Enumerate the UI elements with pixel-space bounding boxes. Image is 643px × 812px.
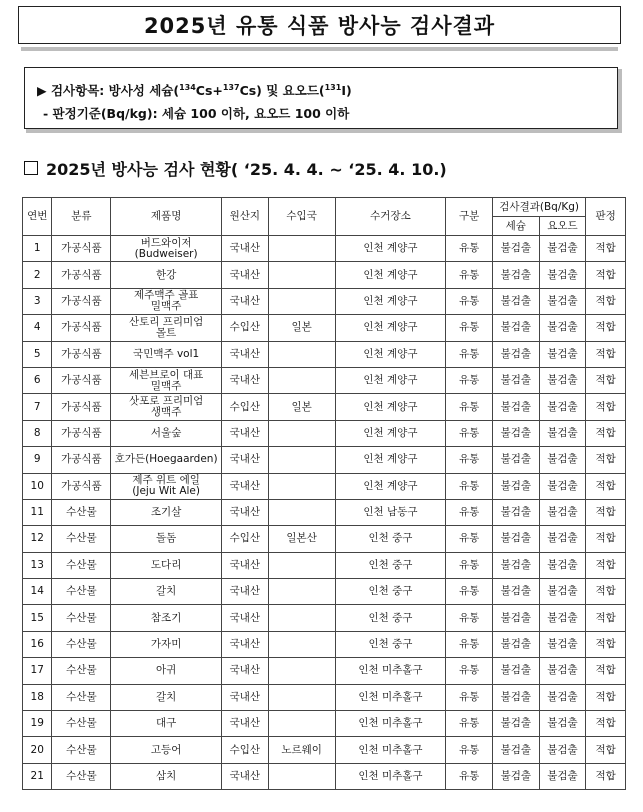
cell-verdict: 적합	[586, 341, 626, 367]
cell-product: 호가든(Hoegaarden)	[111, 447, 222, 473]
cell-cesium: 불검출	[492, 394, 539, 420]
cell-origin: 수입산	[221, 315, 268, 341]
cell-location: 인천 남동구	[335, 499, 446, 525]
cell-category: 수산물	[52, 605, 111, 631]
cell-no: 20	[23, 737, 52, 763]
cell-cesium: 불검출	[492, 658, 539, 684]
cell-cesium: 불검출	[492, 262, 539, 288]
cell-origin: 국내산	[221, 499, 268, 525]
cell-category: 가공식품	[52, 420, 111, 446]
table-row	[23, 579, 626, 605]
cell-verdict: 적합	[586, 526, 626, 552]
cell-verdict: 적합	[586, 579, 626, 605]
table-row	[23, 631, 626, 657]
cell-iodine: 불검출	[539, 552, 586, 578]
cell-product: 한강	[111, 262, 222, 288]
header-type: 구분	[446, 198, 493, 236]
cell-iodine: 불검출	[539, 473, 586, 499]
header-result-group: 검사결과(Bq/Kg)	[492, 198, 585, 217]
cell-verdict: 적합	[586, 658, 626, 684]
results-table	[22, 197, 626, 790]
cell-category: 수산물	[52, 711, 111, 737]
cell-product: 버드와이저 (Budweiser)	[111, 236, 222, 262]
cell-iodine: 불검출	[539, 447, 586, 473]
cell-no: 19	[23, 711, 52, 737]
cell-type: 유통	[446, 605, 493, 631]
cell-type: 유통	[446, 315, 493, 341]
cell-type: 유통	[446, 658, 493, 684]
cell-no: 13	[23, 552, 52, 578]
cell-origin: 수입산	[221, 394, 268, 420]
cell-product: 산토리 프리미엄 몰트	[111, 315, 222, 341]
cell-origin: 국내산	[221, 631, 268, 657]
cell-no: 21	[23, 763, 52, 789]
cell-origin: 국내산	[221, 447, 268, 473]
table-row	[23, 288, 626, 314]
criteria-line: - 판정기준(Bq/kg): 세슘 100 이하, 요오드 100 이하	[43, 106, 350, 122]
cell-origin: 국내산	[221, 684, 268, 710]
cell-type: 유통	[446, 447, 493, 473]
header-no: 연번	[23, 198, 52, 236]
cs134-symbol: Cs+	[195, 83, 223, 99]
table-row	[23, 711, 626, 737]
cell-cesium: 불검출	[492, 315, 539, 341]
cell-verdict: 적합	[586, 737, 626, 763]
cell-location: 인천 미추홀구	[335, 763, 446, 789]
section-title: 2025년 방사능 검사 현황( ‘25. 4. 4. ~ ‘25. 4. 10.)	[46, 159, 447, 179]
cell-import-country: 일본	[268, 315, 335, 341]
table-row	[23, 763, 626, 789]
cell-origin: 국내산	[221, 420, 268, 446]
cell-verdict: 적합	[586, 447, 626, 473]
cell-verdict: 적합	[586, 262, 626, 288]
cell-cesium: 불검출	[492, 288, 539, 314]
cell-iodine: 불검출	[539, 658, 586, 684]
cell-category: 가공식품	[52, 394, 111, 420]
table-body	[23, 236, 626, 790]
cell-origin: 국내산	[221, 367, 268, 393]
header-verdict: 판정	[586, 198, 626, 236]
cell-category: 가공식품	[52, 288, 111, 314]
cell-iodine: 불검출	[539, 341, 586, 367]
cell-location: 인천 계양구	[335, 420, 446, 446]
cell-type: 유통	[446, 737, 493, 763]
cell-origin: 수입산	[221, 526, 268, 552]
cell-import-country: 일본산	[268, 526, 335, 552]
cell-import-country	[268, 473, 335, 499]
cell-no: 15	[23, 605, 52, 631]
cell-verdict: 적합	[586, 631, 626, 657]
cell-location: 인천 중구	[335, 579, 446, 605]
cell-type: 유통	[446, 236, 493, 262]
cell-cesium: 불검출	[492, 341, 539, 367]
cell-cesium: 불검출	[492, 763, 539, 789]
cell-origin: 수입산	[221, 737, 268, 763]
test-info-box	[24, 67, 618, 129]
cell-origin: 국내산	[221, 236, 268, 262]
table-row	[23, 236, 626, 262]
table-row	[23, 684, 626, 710]
cs137-mass-number: 137	[222, 83, 240, 92]
cell-product: 대구	[111, 711, 222, 737]
header-origin: 원산지	[221, 198, 268, 236]
table-row	[23, 367, 626, 393]
cell-location: 인천 계양구	[335, 473, 446, 499]
cell-type: 유통	[446, 526, 493, 552]
cell-product: 제주맥주 골표 밀맥주	[111, 288, 222, 314]
cell-product: 삿포로 프리미엄 생맥주	[111, 394, 222, 420]
cell-iodine: 불검출	[539, 526, 586, 552]
cell-import-country	[268, 684, 335, 710]
cell-cesium: 불검출	[492, 552, 539, 578]
cell-verdict: 적합	[586, 684, 626, 710]
table-row	[23, 526, 626, 552]
table-row	[23, 552, 626, 578]
cell-type: 유통	[446, 711, 493, 737]
cell-location: 인천 계양구	[335, 341, 446, 367]
i131-mass-number: 131	[324, 83, 342, 92]
cell-location: 인천 중구	[335, 631, 446, 657]
table-row	[23, 315, 626, 341]
test-items-label: ▶ 검사항목: 방사성 세슘(	[37, 83, 180, 99]
cell-verdict: 적합	[586, 367, 626, 393]
cell-import-country	[268, 367, 335, 393]
cell-origin: 국내산	[221, 552, 268, 578]
cell-verdict: 적합	[586, 420, 626, 446]
cell-category: 수산물	[52, 658, 111, 684]
cell-type: 유통	[446, 473, 493, 499]
cell-verdict: 적합	[586, 552, 626, 578]
cell-iodine: 불검출	[539, 420, 586, 446]
table-row	[23, 737, 626, 763]
cell-verdict: 적합	[586, 236, 626, 262]
header-import-country: 수입국	[268, 198, 335, 236]
cell-location: 인천 계양구	[335, 288, 446, 314]
cell-category: 가공식품	[52, 341, 111, 367]
cell-cesium: 불검출	[492, 579, 539, 605]
cell-cesium: 불검출	[492, 367, 539, 393]
cell-verdict: 적합	[586, 605, 626, 631]
cell-category: 가공식품	[52, 473, 111, 499]
cell-type: 유통	[446, 552, 493, 578]
cell-category: 수산물	[52, 684, 111, 710]
cell-no: 12	[23, 526, 52, 552]
cell-cesium: 불검출	[492, 499, 539, 525]
table-row	[23, 420, 626, 446]
cell-product: 서울숲	[111, 420, 222, 446]
cell-import-country	[268, 447, 335, 473]
cell-iodine: 불검출	[539, 394, 586, 420]
cell-category: 수산물	[52, 579, 111, 605]
document-title: 2025년 유통 식품 방사능 검사결과	[143, 14, 496, 38]
cell-import-country	[268, 605, 335, 631]
cell-no: 8	[23, 420, 52, 446]
header-row	[23, 198, 626, 217]
cell-product: 제주 위트 에일 (Jeju Wit Ale)	[111, 473, 222, 499]
cell-no: 14	[23, 579, 52, 605]
test-items-line	[37, 76, 607, 102]
cell-category: 수산물	[52, 631, 111, 657]
cell-type: 유통	[446, 288, 493, 314]
cell-location: 인천 미추홀구	[335, 737, 446, 763]
cell-product: 조기살	[111, 499, 222, 525]
cell-category: 수산물	[52, 737, 111, 763]
cell-category: 가공식품	[52, 262, 111, 288]
cell-cesium: 불검출	[492, 473, 539, 499]
cell-cesium: 불검출	[492, 737, 539, 763]
cell-iodine: 불검출	[539, 367, 586, 393]
cell-import-country	[268, 420, 335, 446]
cell-verdict: 적합	[586, 763, 626, 789]
cell-iodine: 불검출	[539, 499, 586, 525]
cell-import-country: 일본	[268, 394, 335, 420]
cell-verdict: 적합	[586, 288, 626, 314]
cell-iodine: 불검출	[539, 631, 586, 657]
cell-verdict: 적합	[586, 315, 626, 341]
cell-product: 가자미	[111, 631, 222, 657]
cell-cesium: 불검출	[492, 605, 539, 631]
cell-iodine: 불검출	[539, 236, 586, 262]
cell-product: 갈치	[111, 579, 222, 605]
table-row	[23, 394, 626, 420]
cell-category: 가공식품	[52, 236, 111, 262]
cs137-symbol: Cs) 및 요오드(	[239, 83, 325, 99]
cell-location: 인천 계양구	[335, 394, 446, 420]
table-row	[23, 658, 626, 684]
cell-product: 고등어	[111, 737, 222, 763]
cell-import-country	[268, 499, 335, 525]
section-heading	[24, 156, 447, 180]
header-product: 제품명	[111, 198, 222, 236]
cell-type: 유통	[446, 341, 493, 367]
cell-category: 수산물	[52, 526, 111, 552]
cell-origin: 국내산	[221, 288, 268, 314]
cell-cesium: 불검출	[492, 420, 539, 446]
cell-category: 수산물	[52, 499, 111, 525]
document-title-box	[18, 6, 621, 44]
cell-location: 인천 중구	[335, 526, 446, 552]
cell-no: 7	[23, 394, 52, 420]
cell-no: 4	[23, 315, 52, 341]
cell-import-country	[268, 341, 335, 367]
cell-location: 인천 중구	[335, 552, 446, 578]
cell-type: 유통	[446, 631, 493, 657]
cell-no: 18	[23, 684, 52, 710]
cell-product: 세븐브로이 대표 밀맥주	[111, 367, 222, 393]
cell-iodine: 불검출	[539, 262, 586, 288]
header-location: 수거장소	[335, 198, 446, 236]
cell-product: 국민맥주 vol1	[111, 341, 222, 367]
cell-no: 10	[23, 473, 52, 499]
cell-product: 도다리	[111, 552, 222, 578]
cell-cesium: 불검출	[492, 711, 539, 737]
cell-no: 2	[23, 262, 52, 288]
cell-location: 인천 계양구	[335, 262, 446, 288]
cell-import-country	[268, 579, 335, 605]
i131-symbol: I)	[341, 83, 352, 99]
cell-cesium: 불검출	[492, 631, 539, 657]
square-bullet-icon	[24, 161, 38, 175]
cell-no: 3	[23, 288, 52, 314]
cell-origin: 국내산	[221, 579, 268, 605]
cell-verdict: 적합	[586, 711, 626, 737]
cell-product: 참조기	[111, 605, 222, 631]
table-row	[23, 341, 626, 367]
table-row	[23, 605, 626, 631]
cell-cesium: 불검출	[492, 447, 539, 473]
cell-location: 인천 미추홀구	[335, 658, 446, 684]
cell-iodine: 불검출	[539, 737, 586, 763]
cell-type: 유통	[446, 763, 493, 789]
table-row	[23, 447, 626, 473]
cell-location: 인천 계양구	[335, 367, 446, 393]
cell-type: 유통	[446, 420, 493, 446]
cell-type: 유통	[446, 499, 493, 525]
cell-category: 가공식품	[52, 447, 111, 473]
table-row	[23, 473, 626, 499]
cell-no: 6	[23, 367, 52, 393]
cell-category: 가공식품	[52, 367, 111, 393]
cell-type: 유통	[446, 367, 493, 393]
cell-origin: 국내산	[221, 658, 268, 684]
cell-no: 16	[23, 631, 52, 657]
cell-cesium: 불검출	[492, 684, 539, 710]
cell-location: 인천 계양구	[335, 447, 446, 473]
table-row	[23, 499, 626, 525]
cell-type: 유통	[446, 262, 493, 288]
cell-location: 인천 중구	[335, 605, 446, 631]
cell-iodine: 불검출	[539, 579, 586, 605]
cell-location: 인천 계양구	[335, 315, 446, 341]
cell-iodine: 불검출	[539, 711, 586, 737]
cell-import-country	[268, 552, 335, 578]
cell-product: 갈치	[111, 684, 222, 710]
cell-category: 수산물	[52, 552, 111, 578]
cell-import-country	[268, 658, 335, 684]
cell-cesium: 불검출	[492, 236, 539, 262]
cell-iodine: 불검출	[539, 763, 586, 789]
cell-product: 삼치	[111, 763, 222, 789]
cell-category: 수산물	[52, 763, 111, 789]
cell-location: 인천 미추홀구	[335, 684, 446, 710]
cell-import-country	[268, 711, 335, 737]
cell-no: 9	[23, 447, 52, 473]
cell-origin: 국내산	[221, 605, 268, 631]
header-cesium: 세슘	[492, 217, 539, 236]
cell-type: 유통	[446, 394, 493, 420]
table-row	[23, 262, 626, 288]
cell-verdict: 적합	[586, 394, 626, 420]
cell-location: 인천 미추홀구	[335, 711, 446, 737]
cell-iodine: 불검출	[539, 605, 586, 631]
cs134-mass-number: 134	[179, 83, 196, 92]
cell-origin: 국내산	[221, 763, 268, 789]
cell-location: 인천 계양구	[335, 236, 446, 262]
cell-import-country	[268, 262, 335, 288]
cell-origin: 국내산	[221, 711, 268, 737]
header-category: 분류	[52, 198, 111, 236]
cell-import-country	[268, 288, 335, 314]
cell-no: 17	[23, 658, 52, 684]
cell-product: 아귀	[111, 658, 222, 684]
cell-no: 1	[23, 236, 52, 262]
cell-no: 11	[23, 499, 52, 525]
cell-iodine: 불검출	[539, 684, 586, 710]
cell-verdict: 적합	[586, 499, 626, 525]
cell-import-country	[268, 631, 335, 657]
cell-origin: 국내산	[221, 473, 268, 499]
cell-cesium: 불검출	[492, 526, 539, 552]
cell-no: 5	[23, 341, 52, 367]
cell-type: 유통	[446, 579, 493, 605]
cell-iodine: 불검출	[539, 288, 586, 314]
cell-iodine: 불검출	[539, 315, 586, 341]
cell-origin: 국내산	[221, 262, 268, 288]
cell-type: 유통	[446, 684, 493, 710]
cell-product: 돌돔	[111, 526, 222, 552]
cell-import-country: 노르웨이	[268, 737, 335, 763]
cell-import-country	[268, 763, 335, 789]
cell-category: 가공식품	[52, 315, 111, 341]
cell-verdict: 적합	[586, 473, 626, 499]
header-iodine: 요오드	[539, 217, 586, 236]
cell-import-country	[268, 236, 335, 262]
cell-origin: 국내산	[221, 341, 268, 367]
